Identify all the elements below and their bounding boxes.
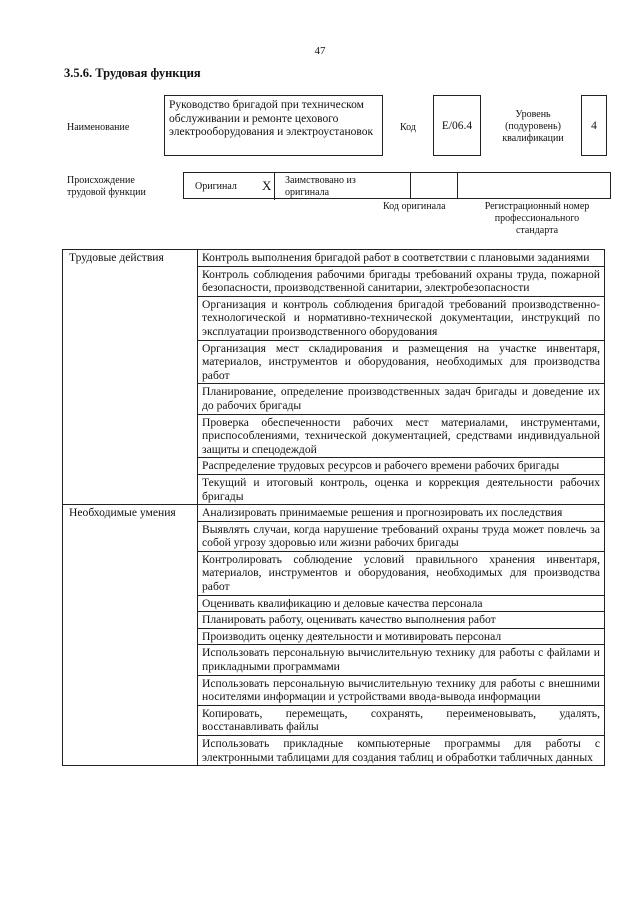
code-label: Код xyxy=(400,122,416,133)
reg-number-box xyxy=(458,172,611,199)
table-cell: Производить оценку деятельности и мотивировать персонал xyxy=(198,628,605,645)
name-label: Наименование xyxy=(67,122,130,133)
code-original-label: Код оригинала xyxy=(383,201,446,212)
table-row xyxy=(63,250,605,267)
table-cell: Контроль выполнения бригадой работ в соответствии с плановыми заданиями xyxy=(198,250,605,267)
table-cell: Оценивать квалификацию и деловые качества персонала xyxy=(198,595,605,612)
table-cell: Планирование, определение производственных задач бригады и доведение их до рабочих бригады xyxy=(198,384,605,414)
level-label: Уровень (подуровень) квалификации xyxy=(502,109,564,144)
original-cell xyxy=(184,173,275,200)
table-cell: Анализировать принимаемые решения и прогнозировать их последствия xyxy=(198,505,605,522)
table-cell: Контролировать соблюдение условий правильного хранения инвентаря, материалов, инструментов и оборудования, необходимых для производства работ xyxy=(198,551,605,595)
origin-box xyxy=(183,172,411,199)
reg-number-label: Регистрационный номер профессионального стандарта xyxy=(484,201,590,236)
table-cell: Проверка обеспеченности рабочих мест материалами, инструментами, приспособлениями, технической документацией, средствами индивидуальной защиты и спецодеждой xyxy=(198,414,605,458)
code-value-box: E/06.4 xyxy=(433,95,481,156)
category-cell: Трудовые действия xyxy=(63,250,198,505)
origin-label: Происхождение трудовой функции xyxy=(67,175,146,198)
category-cell: Необходимые умения xyxy=(63,505,198,766)
table-cell: Организация и контроль соблюдения бригадой требований производственно-технологической и нормативно-технической документации, инструкций по эксплуатации производственного оборудования xyxy=(198,296,605,340)
table-cell: Использовать персональную вычислительную технику для работы с внешними носителями информации и устройствами ввода-вывода информации xyxy=(198,675,605,705)
table-cell: Использовать прикладные компьютерные программы для работы с электронными таблицами для создания таблиц и обработки табличных данных xyxy=(198,736,605,766)
table-cell: Распределение трудовых ресурсов и рабочего времени рабочих бригады xyxy=(198,458,605,475)
table-cell: Планировать работу, оценивать качество выполнения работ xyxy=(198,612,605,629)
borrowed-label: Заимствовано из оригинала xyxy=(285,175,356,198)
function-name-box: Руководство бригадой при техническом обслуживании и ремонте цехового электрооборудования и электроустановок xyxy=(164,95,383,156)
function-table xyxy=(62,249,605,766)
code-original-box xyxy=(411,172,458,199)
original-label: Оригинал xyxy=(195,181,237,192)
table-cell: Текущий и итоговый контроль, оценка и коррекция деятельности рабочих бригады xyxy=(198,474,605,504)
section-title: 3.5.6. Трудовая функция xyxy=(64,66,201,80)
level-value-box: 4 xyxy=(581,95,607,156)
table-cell: Использовать персональную вычислительную технику для работы с файлами и прикладными программами xyxy=(198,645,605,675)
table-cell: Контроль соблюдения рабочими бригады требований охраны труда, пожарной безопасности, производственной санитарии, электробезопасности xyxy=(198,266,605,296)
page-number: 47 xyxy=(314,45,326,57)
table-cell: Выявлять случаи, когда нарушение требований охраны труда может повлечь за собой угрозу здоровью или жизни рабочих бригады xyxy=(198,521,605,551)
original-mark: X xyxy=(262,178,272,193)
table-cell: Копировать, перемещать, сохранять, переименовывать, удалять, восстанавливать файлы xyxy=(198,705,605,735)
table-row xyxy=(63,505,605,522)
table-cell: Организация мест складирования и размещения на участке инвентаря, материалов, инструментов и оборудования, необходимых для производства работ xyxy=(198,340,605,384)
